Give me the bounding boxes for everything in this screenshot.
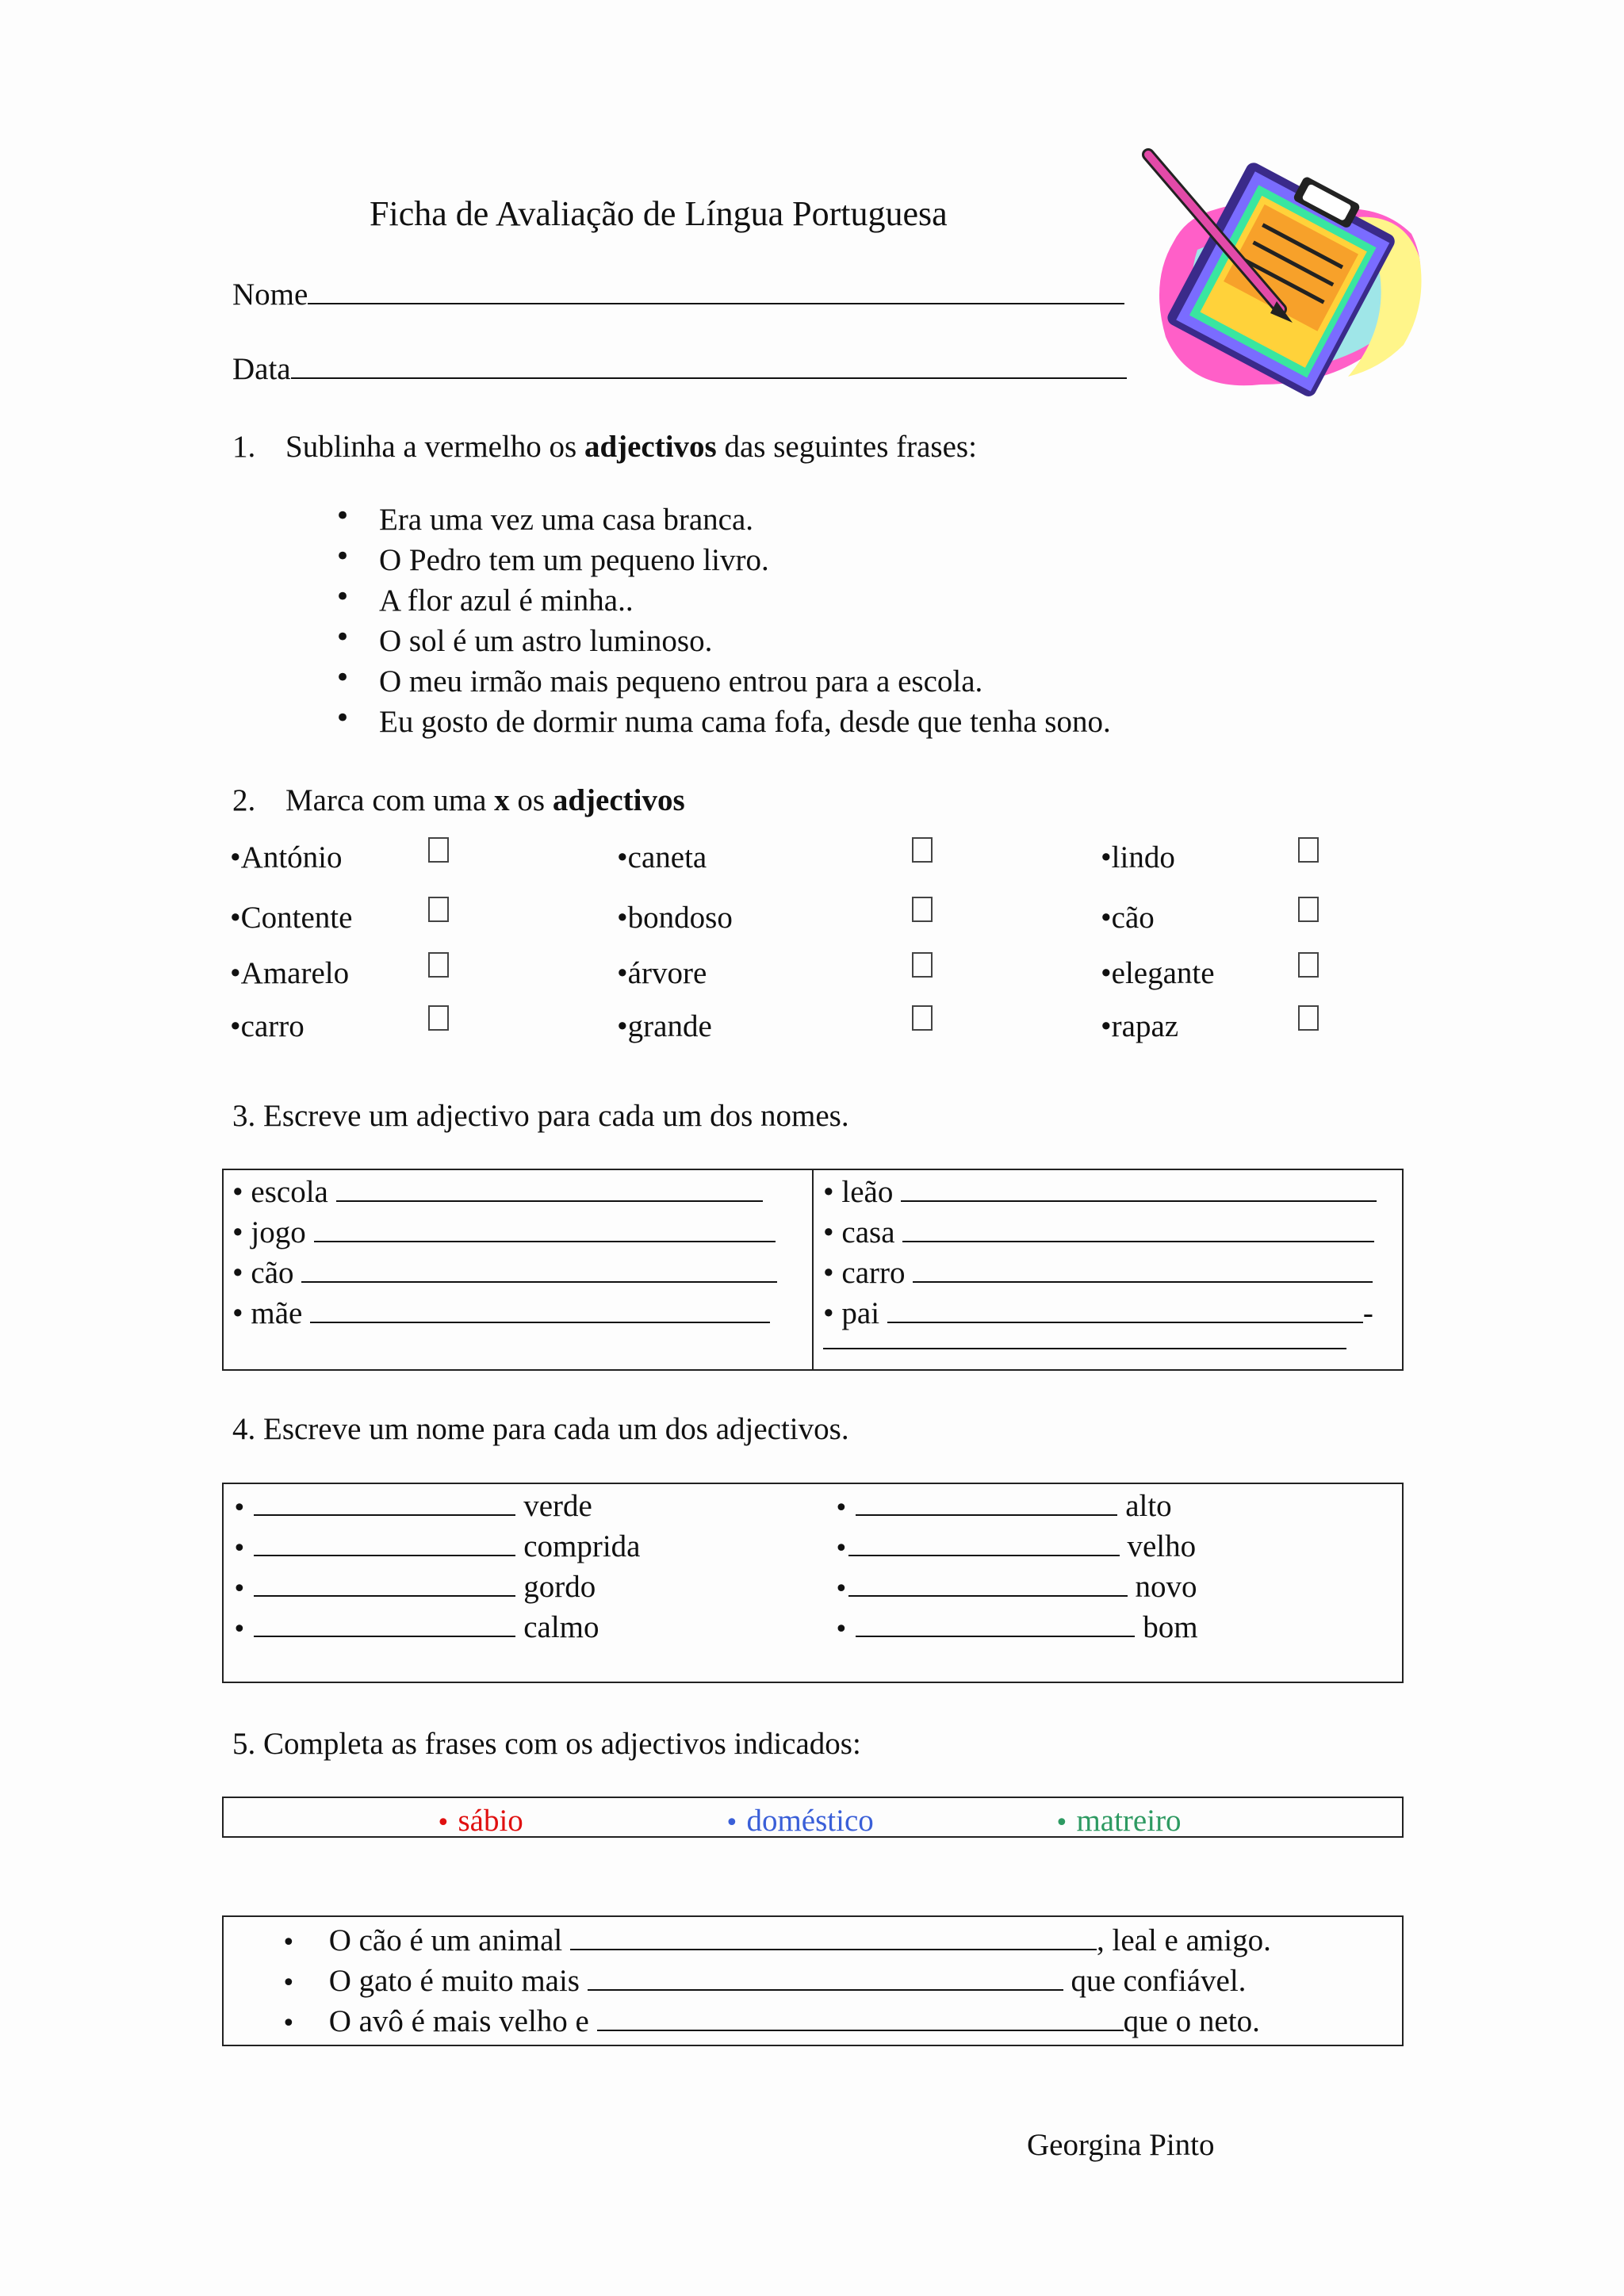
adjective-label: novo [1135,1570,1197,1604]
option-label: •António [230,840,343,874]
table-row: • comprida [232,1529,641,1563]
list-item: • A flor azul é minha.. [335,585,1111,626]
adjective-label: comprida [523,1529,641,1563]
adjective-label: verde [523,1489,592,1523]
answer-line[interactable] [902,1217,1374,1242]
answer-line[interactable] [848,1531,1120,1556]
adjective-label: calmo [523,1610,599,1644]
question-2-x: x [494,783,510,817]
noun-label: • carro [823,1256,906,1290]
question-3-prompt: 3. Escreve um adjectivo para cada um dos nomes. [232,1099,849,1133]
adjective-label: alto [1125,1489,1172,1523]
question-1-prompt [232,431,977,462]
word-label: matreiro [1076,1804,1182,1838]
table-row: • calmo [232,1610,599,1644]
word-bank-item: • matreiro [1055,1804,1182,1838]
list-item: • O Pedro tem um pequeno livro. [335,545,1111,585]
answer-line[interactable] [254,1571,515,1597]
question-1-number: 1. [232,430,256,464]
noun-label: • mãe [232,1296,303,1330]
question-2-prompt [232,785,685,816]
answer-line[interactable] [848,1571,1128,1597]
list-item: • Era uma vez uma casa branca. [335,504,1111,545]
list-item: • O sol é um astro luminoso. [335,626,1111,666]
answer-line[interactable] [913,1257,1373,1283]
option-label: •árvore [617,956,707,990]
name-label: Nome [232,277,308,312]
checkbox[interactable] [1298,952,1319,978]
noun-label: • jogo [232,1215,306,1249]
question-1-text: Sublinha a vermelho os [285,430,577,464]
table-row [232,1257,777,1297]
table-row: • velho [834,1529,1197,1563]
answer-line[interactable] [887,1298,1363,1323]
list-item: • Eu gosto de dormir numa cama fofa, desde que tenha sono. [335,706,1111,747]
question-1-text-end: das seguintes frases: [724,430,977,464]
answer-line[interactable] [856,1612,1135,1637]
adjective-label: bom [1143,1610,1198,1644]
word-label: sábio [458,1804,523,1838]
answer-line[interactable] [336,1177,763,1202]
table-row [823,1217,1374,1257]
checkbox[interactable] [428,952,449,978]
sentence-row: • O gato é muito mais que confiável. [282,1964,1247,1998]
answer-line[interactable] [310,1298,770,1323]
checkbox[interactable] [428,1005,449,1031]
answer-line[interactable] [301,1257,777,1283]
sentence-row: • O cão é um animal , leal e amigo. [282,1923,1271,1957]
checkbox[interactable] [428,837,449,863]
name-field[interactable] [232,279,1124,310]
option-label: •lindo [1101,840,1175,874]
table-row [232,1298,770,1337]
sentence-end: , leal e amigo. [1097,1923,1271,1957]
table-row [232,1217,776,1257]
option-label: •Amarelo [230,956,350,990]
table-row [232,1177,763,1216]
page-title: Ficha de Avaliação de Língua Portuguesa [370,194,948,233]
checkbox[interactable] [1298,837,1319,863]
option-label: •carro [230,1009,304,1043]
option-label: •rapaz [1101,1009,1179,1043]
answer-line[interactable] [254,1531,515,1556]
option-label: •caneta [617,840,707,874]
answer-line[interactable] [570,1925,1097,1950]
table-row [823,1298,1373,1337]
table-row [823,1257,1373,1297]
table-row [823,1177,1377,1216]
sentence-start: O cão é um animal [328,1923,563,1957]
noun-label: • pai [823,1296,880,1330]
noun-label: • cão [232,1256,294,1290]
date-field[interactable] [232,354,1127,385]
sentence-row: • O avô é mais velho e que o neto. [282,2004,1260,2038]
word-bank-item: • doméstico [725,1804,874,1838]
name-line[interactable] [308,279,1124,304]
question-1-sentences [335,504,1111,747]
clipboard-pencil-icon [1142,147,1435,400]
date-line[interactable] [291,354,1127,379]
word-bank-item: • sábio [436,1804,523,1838]
author-name: Georgina Pinto [1027,2128,1215,2162]
table-row: • verde [232,1489,592,1523]
answer-line[interactable] [254,1612,515,1637]
dash: - [1362,1296,1373,1330]
adjective-label: velho [1127,1529,1197,1563]
sentence-end: que o neto. [1123,2004,1260,2038]
list-item: • O meu irmão mais pequeno entrou para a escola. [335,666,1111,706]
answer-line[interactable] [254,1490,515,1516]
answer-line-extra[interactable] [823,1348,1346,1349]
question-1-bold: adjectivos [584,430,717,464]
table-row: • gordo [232,1570,596,1604]
word-label: doméstico [746,1804,874,1838]
answer-line[interactable] [314,1217,776,1242]
sentence-start: O gato é muito mais [328,1964,580,1998]
noun-label: • escola [232,1175,328,1209]
question-2-text: Marca com uma [285,783,487,817]
option-label: •elegante [1101,956,1215,990]
checkbox[interactable] [1298,1005,1319,1031]
answer-line[interactable] [597,2006,1124,2031]
question-4-prompt: 4. Escreve um nome para cada um dos adjectivos. [232,1412,849,1446]
answer-line[interactable] [901,1177,1377,1202]
answer-line[interactable] [856,1490,1117,1516]
question-5-prompt: 5. Completa as frases com os adjectivos indicados: [232,1727,861,1761]
option-label: •cão [1101,901,1155,935]
date-label: Data [232,352,291,386]
sentence-end: que confiável. [1063,1964,1247,1998]
checkbox[interactable] [912,1005,933,1031]
checkbox[interactable] [1298,897,1319,922]
checkbox[interactable] [912,952,933,978]
checkbox[interactable] [912,897,933,922]
question-2-number: 2. [232,783,256,817]
noun-label: • leão [823,1175,894,1209]
adjective-label: gordo [523,1570,596,1604]
checkbox[interactable] [428,897,449,922]
checkbox[interactable] [912,837,933,863]
option-label: •grande [617,1009,712,1043]
answer-line[interactable] [588,1965,1063,1991]
option-label: •bondoso [617,901,733,935]
option-label: •Contente [230,901,353,935]
sentence-start: O avô é mais velho e [328,2004,589,2038]
question-2-text-mid: os [517,783,546,817]
question-2-bold: adjectivos [552,783,685,817]
table-row: • novo [834,1570,1197,1604]
table-divider [812,1169,814,1371]
table-row: • alto [834,1489,1172,1523]
table-row: • bom [834,1610,1198,1644]
noun-label: • casa [823,1215,895,1249]
